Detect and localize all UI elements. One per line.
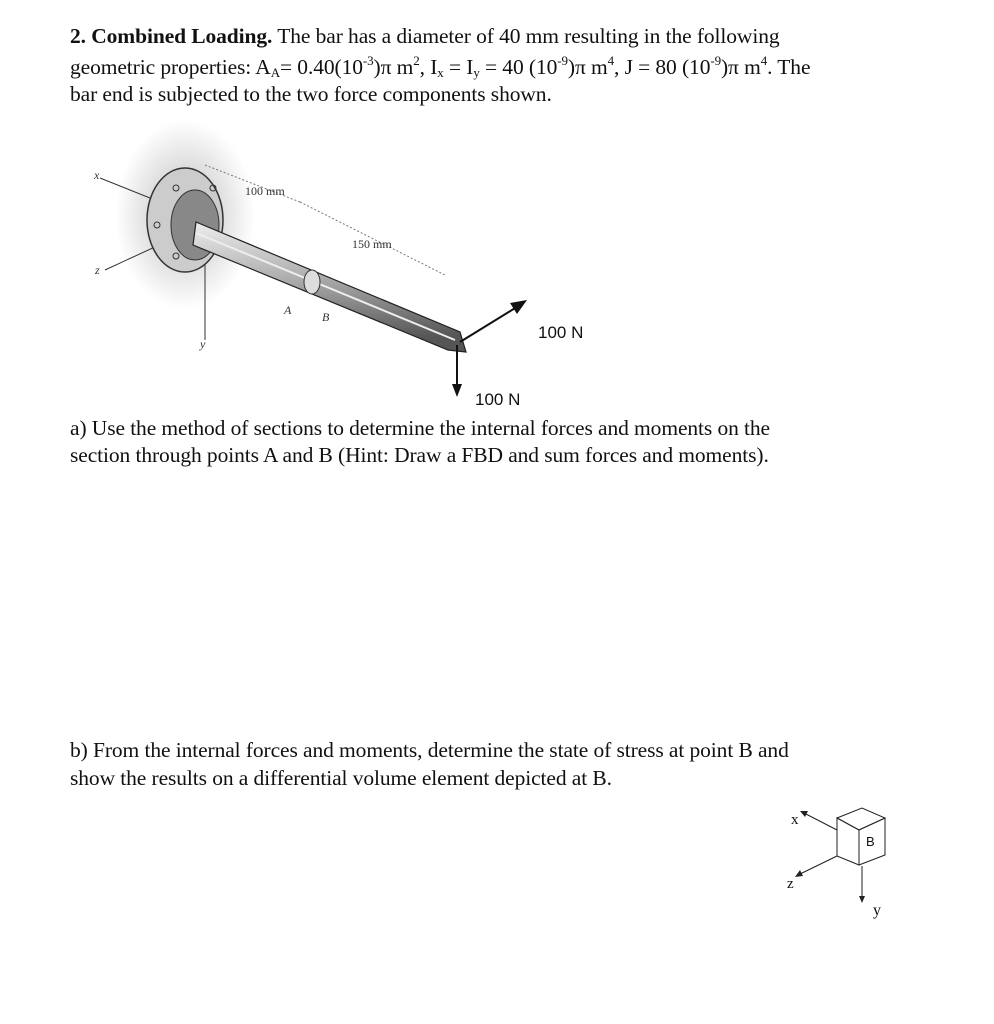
part-a-line-1: a) Use the method of sections to determine the internal forces and moments on the <box>70 416 770 440</box>
arrowhead-icon <box>859 896 865 903</box>
axis-y-label: y <box>200 337 206 351</box>
axis-z-label: z <box>95 263 100 277</box>
part-b-line-1: b) From the internal forces and moments, determine the state of stress at point B and <box>70 738 789 762</box>
superscript: 4 <box>607 53 615 68</box>
subscript: y <box>473 65 480 80</box>
arrowhead-icon <box>510 300 527 314</box>
text: = I <box>443 55 474 79</box>
text: = 40 (10 <box>479 55 558 79</box>
superscript: -9 <box>557 53 568 68</box>
subscript: x <box>437 65 444 80</box>
point-b-label: B <box>322 310 330 324</box>
text: , I <box>419 55 438 79</box>
text: )π m <box>567 55 608 79</box>
arrowhead-icon <box>452 384 462 397</box>
text: )π m <box>373 55 414 79</box>
text: geometric properties: A <box>70 55 271 79</box>
superscript: -9 <box>710 53 721 68</box>
problem-number: 2. <box>70 24 86 48</box>
axis-x-label: x <box>94 168 100 182</box>
text: . The <box>767 55 811 79</box>
superscript: -3 <box>362 53 374 68</box>
text: )π m <box>720 55 761 79</box>
element-y-label: y <box>873 902 881 919</box>
text: , J = 80 (10 <box>614 55 711 79</box>
force-label-y: 100 N <box>475 390 521 409</box>
part-a-line-2: section through points A and B (Hint: Draw a FBD and sum forces and moments). <box>70 443 769 467</box>
subscript: A <box>270 65 280 80</box>
problem-intro: The bar has a diameter of 40 mm resulting in the following <box>277 24 780 48</box>
point-a-label: A <box>284 303 292 317</box>
superscript: 4 <box>760 53 768 68</box>
superscript: 2 <box>413 53 420 68</box>
part-b-line-2: show the results on a differential volume element depicted at B. <box>70 766 612 790</box>
bar <box>193 222 466 352</box>
problem-title: Combined Loading. <box>91 24 273 48</box>
element-x-label: x <box>791 812 799 828</box>
dimension-150mm: 150 mm <box>352 237 392 251</box>
force-label-x: 100 N <box>538 323 584 342</box>
problem-line-3: bar end is subjected to the two force components shown. <box>70 82 552 106</box>
force-arrow-x <box>460 305 520 342</box>
dimension-100mm: 100 mm <box>245 184 285 198</box>
element-b-label: B <box>866 834 875 849</box>
text: = 0.40(10 <box>280 55 363 79</box>
section-ab <box>304 270 320 294</box>
stress-element <box>798 808 885 898</box>
element-z-label: z <box>787 876 794 892</box>
